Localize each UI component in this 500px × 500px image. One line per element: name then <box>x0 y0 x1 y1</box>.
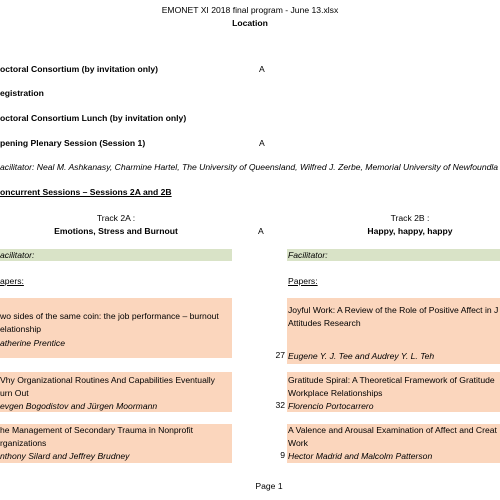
location-header: Location <box>232 18 268 28</box>
doctoral-consortium-row: octoral Consortium (by invitation only) <box>0 64 159 74</box>
track-2a-paper-3-authors: nthony Silard and Jeffrey Brudney <box>0 451 130 461</box>
plenary-location: A <box>259 138 265 148</box>
doctoral-consortium-location: A <box>259 64 265 74</box>
track-2b-paper-2-authors: Florencio Portocarrero <box>288 401 374 411</box>
track-2b-paper-1-title-line-2: Attitudes Research <box>288 318 361 328</box>
track-2a-paper-2-title-line-2: urn Out <box>0 388 29 398</box>
track-2a-paper-1-title-line-2: elationship <box>0 324 42 334</box>
track-2b-title: Happy, happy, happy <box>367 226 453 236</box>
track-2a-papers-label: apers: <box>0 276 24 286</box>
track-2b-paper-3-title-line-2: Work <box>288 438 308 448</box>
track-2a-paper-1-title-line-1: wo sides of the same coin: the job performance – burnout <box>0 311 219 321</box>
track-2a-paper-2-authors: evgen Bogodistov and Jürgen Moormann <box>0 401 158 411</box>
track-2a-paper-1-authors: atherine Prentice <box>0 338 65 348</box>
track-2b-papers-label: Papers: <box>288 276 318 286</box>
track-2a-facilitator: acilitator: <box>0 250 35 260</box>
lunch-row: octoral Consortium Lunch (by invitation only) <box>0 113 187 123</box>
page-number: Page 1 <box>255 481 283 491</box>
track-2b-facilitator: Facilitator: <box>288 250 328 260</box>
document-title: EMONET XI 2018 final program - June 13.xlsx <box>161 5 339 15</box>
track-2a-paper-2-title-line-1: Vhy Organizational Routines And Capabilities Eventually <box>0 375 215 385</box>
concurrent-sessions-heading: oncurrent Sessions – Sessions 2A and 2B <box>0 187 172 197</box>
track-2a-title: Emotions, Stress and Burnout <box>54 226 178 236</box>
track-2b-paper-3-authors: Hector Madrid and Malcolm Patterson <box>288 451 433 461</box>
track-2a-paper-3-title-line-2: rganizations <box>0 438 47 448</box>
track-2b-label: Track 2B : <box>390 213 430 223</box>
track-2b-paper-3-title-line-1: A Valence and Arousal Examination of Affect and Creat <box>288 425 497 435</box>
track-2b-paper-1-authors: Eugene Y. J. Tee and Audrey Y. L. Teh <box>288 351 435 361</box>
track-2a-facilitator-cell <box>0 249 232 261</box>
track-2b-paper-1-title-line-1: Joyful Work: A Review of the Role of Positive Affect in J <box>288 305 499 315</box>
track-2a-paper-3-title-line-1: he Management of Secondary Trauma in Nonprofit <box>0 425 193 435</box>
plenary-row: pening Plenary Session (Session 1) <box>0 138 146 148</box>
registration-row: egistration <box>0 88 44 98</box>
track-2b-paper-2-title-line-2: Workplace Relationships <box>288 388 383 398</box>
track-2b-paper-3-number: 9 <box>280 450 285 460</box>
track-2a-label: Track 2A : <box>96 213 136 223</box>
plenary-facilitators: acilitator: Neal M. Ashkanasy, Charmine Hartel, The University of Queensland, Wilfred J. Zerbe, Memorial University of Newfoundla <box>0 162 499 172</box>
track-2b-paper-2-number: 32 <box>275 400 285 410</box>
track-2a-location: A <box>258 226 264 236</box>
track-2b-paper-1-number: 27 <box>275 350 285 360</box>
track-2b-paper-2-title-line-1: Gratitude Spiral: A Theoretical Framework of Gratitude <box>288 375 495 385</box>
